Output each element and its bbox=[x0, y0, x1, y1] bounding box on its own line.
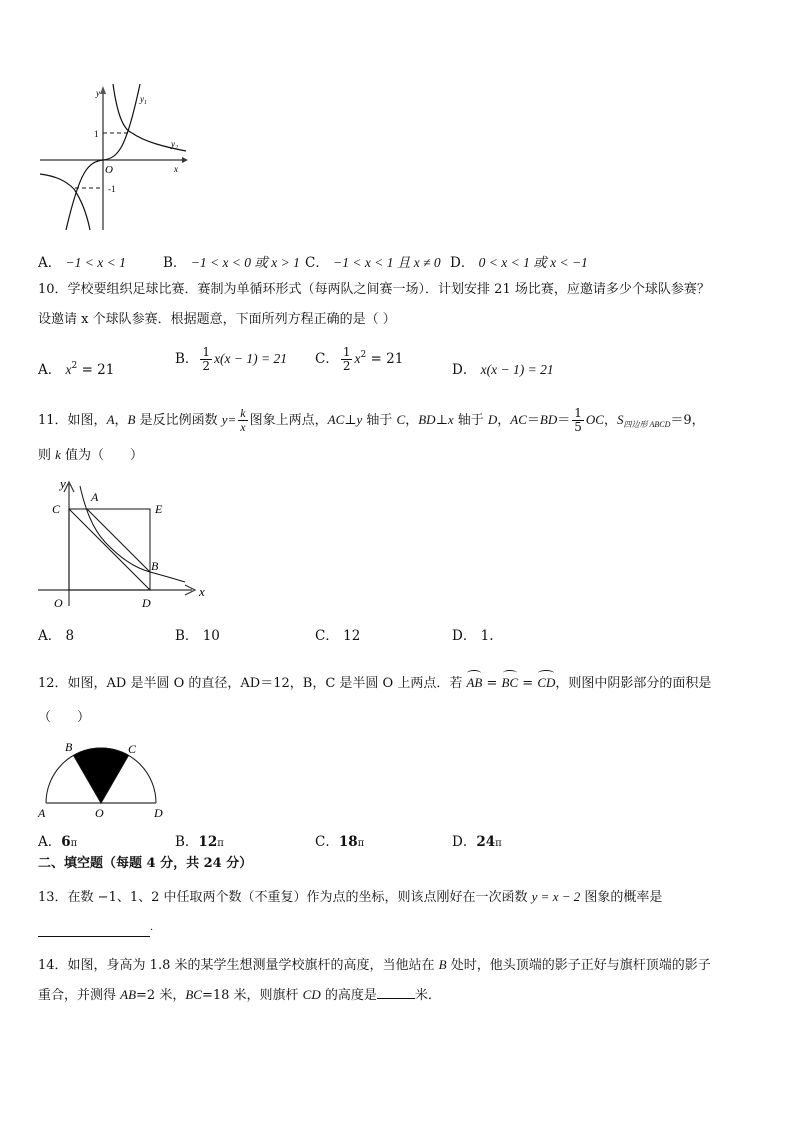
svg-text:B: B bbox=[65, 740, 73, 754]
q11-stem-line1: 11．如图，A，B 是反比例函数 y= $\frac{k}{x}$ 图象上两点，AC⊥y 轴于 C，BD⊥x 轴于 D，AC＝BD＝ $\frac{1}{5}$ OC，$S_{四边形 ABCD}=9$， bbox=[38, 406, 705, 434]
q11-option-c[interactable]: C． 12 bbox=[315, 628, 361, 644]
arc-bc: BC bbox=[502, 673, 519, 693]
q9-option-c[interactable]: C． −1 < x < 1 且 x ≠ 0 bbox=[305, 255, 441, 271]
q9-option-b[interactable]: B． −1 < x < 0 或 x > 1 bbox=[163, 255, 300, 271]
svg-text:A: A bbox=[91, 490, 99, 504]
svg-text:y: y bbox=[60, 476, 66, 491]
svg-text:O: O bbox=[54, 596, 63, 610]
q9-option-d[interactable]: D． 0 < x < 1 或 x < −1 bbox=[450, 255, 588, 271]
svg-text:y: y bbox=[96, 88, 100, 98]
q10-stem-line2: 设邀请 x 个球队参赛．根据题意，下面所列方程正确的是（ ） bbox=[38, 312, 396, 327]
q13-stem: 13．在数 −1、1、2 中任取两个数（不重复）作为点的坐标，则该点刚好在一次函数 y = x − 2 图象的概率是 bbox=[38, 889, 663, 905]
q11-option-a[interactable]: A． 8 bbox=[38, 628, 75, 644]
q12-stem-line1: 12．如图，AD 是半圆 O 的直径，AD＝12，B，C 是半圆 O 上两点．若 AB = BC = CD，则图中阴影部分的面积是 bbox=[38, 675, 712, 691]
q12-option-b[interactable]: B．12π bbox=[175, 834, 224, 850]
q11-stem-line2: 则 k 值为（ ） bbox=[38, 447, 144, 463]
svg-text:D: D bbox=[154, 806, 163, 820]
svg-text:O: O bbox=[105, 164, 113, 176]
q14-stem-line2: 重合，并测得 AB=2 米，BC=18 米，则旗杆 CD 的高度是 米． bbox=[38, 987, 441, 1003]
q12-option-a[interactable]: A．6π bbox=[38, 834, 78, 850]
q10-option-d[interactable]: D． x(x − 1) = 21 bbox=[452, 362, 554, 378]
q14-stem-line1: 14．如图，身高为 1.8 米的某学生想测量学校旗杆的高度，当他站在 B 处时，他头顶端的影子正好与旗杆顶端的影子 bbox=[38, 957, 711, 973]
arc-ab: AB bbox=[466, 673, 482, 693]
q13-period: . bbox=[150, 922, 154, 933]
q10-option-c[interactable]: C． $\frac{1}{2}$ $x^2 = 21$ bbox=[315, 345, 404, 373]
svg-text:y1: $y_1$ bbox=[140, 94, 147, 106]
q10-option-b[interactable]: B． $\frac{1}{2}$ x(x − 1) = 21 bbox=[175, 345, 288, 373]
svg-text:C: C bbox=[52, 502, 61, 516]
q12-stem-line2: （ ） bbox=[38, 710, 91, 725]
svg-text:x: x bbox=[174, 164, 178, 174]
q9-option-a[interactable]: A． −1 < x < 1 bbox=[38, 255, 126, 271]
q10-option-a[interactable]: A． $x^2 = 21$ bbox=[38, 361, 115, 378]
q12-semicircle-figure bbox=[30, 735, 180, 825]
q12-option-d[interactable]: D．24π bbox=[452, 834, 502, 850]
svg-text:y2: $y_2$ bbox=[171, 139, 178, 151]
svg-text:O: O bbox=[95, 806, 104, 820]
svg-text:-1: -1 bbox=[108, 184, 116, 194]
section-title-fill-in: 二、填空题（每题 4 分，共 24 分） bbox=[38, 856, 253, 871]
q12-option-c[interactable]: C．18π bbox=[315, 834, 365, 850]
q11-figure bbox=[30, 470, 230, 620]
svg-text:x: x bbox=[199, 584, 205, 599]
svg-text:1: 1 bbox=[94, 129, 99, 139]
q9-graph-figure bbox=[30, 80, 200, 240]
q11-option-d[interactable]: D． 1. bbox=[452, 628, 494, 644]
svg-text:D: D bbox=[142, 596, 151, 610]
svg-text:A: A bbox=[38, 806, 46, 820]
q10-stem-line1: 10．学校要组织足球比赛．赛制为单循环形式（每两队之间赛一场）．计划安排 21 场比赛，应邀请多少个球队参赛？ bbox=[38, 282, 710, 297]
svg-text:C: C bbox=[128, 742, 137, 756]
svg-text:B: B bbox=[151, 559, 159, 573]
svg-text:E: E bbox=[155, 502, 163, 516]
arc-cd: CD bbox=[537, 673, 555, 693]
q13-answer-blank[interactable] bbox=[38, 922, 150, 937]
q14-answer-blank[interactable] bbox=[377, 986, 415, 999]
q11-option-b[interactable]: B． 10 bbox=[175, 628, 220, 644]
